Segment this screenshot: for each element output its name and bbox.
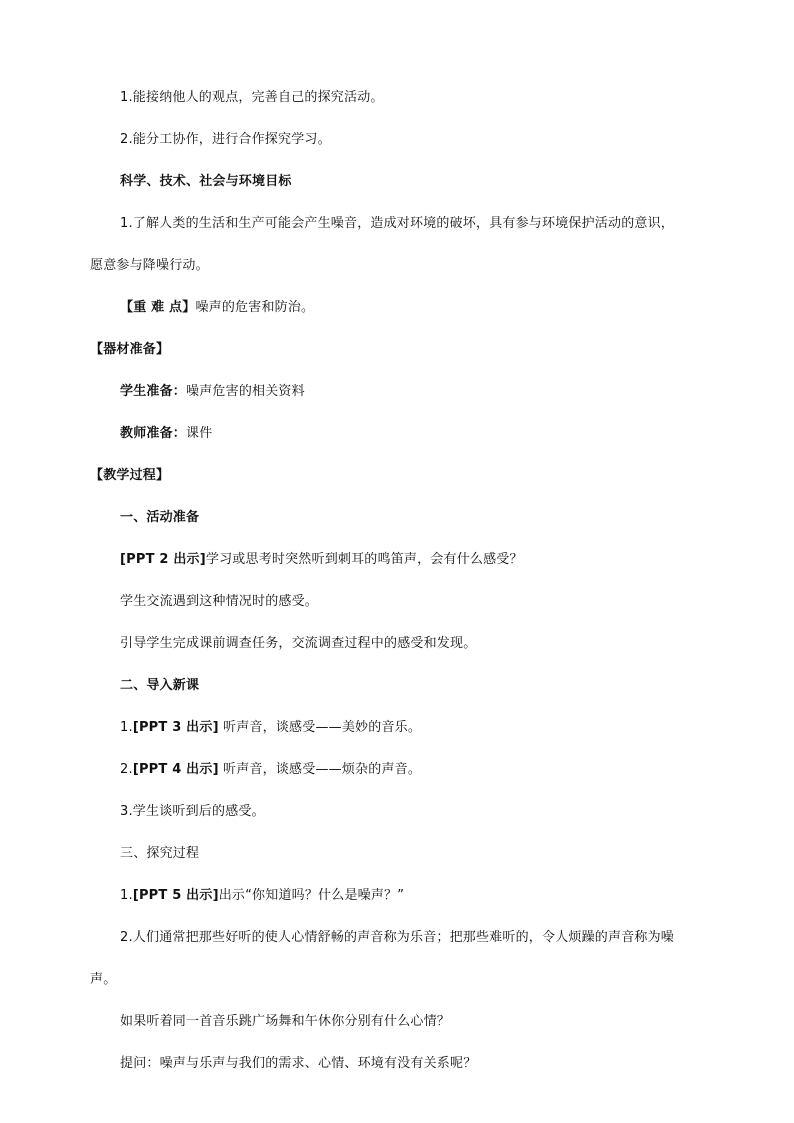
paragraph-goal-1: 1.能接纳他人的观点，完善自己的探究活动。 xyxy=(120,90,384,105)
heading-inquiry-process: 三、探究过程 xyxy=(120,846,200,861)
paragraph-sts-1-continued: 愿意参与降噪行动。 xyxy=(90,258,209,273)
paragraph-question-music: 如果听着同一首音乐跳广场舞和午休你分别有什么心情？ xyxy=(120,1014,451,1029)
teacher-materials xyxy=(120,424,212,444)
ppt5-tag: [PPT 5 出示] xyxy=(132,888,219,903)
student-materials-label: 学生准备： xyxy=(120,384,187,399)
ppt2-text: 学习或思考时突然听到刺耳的鸣笛声，会有什么感受？ xyxy=(205,552,523,567)
ppt2-line xyxy=(120,550,523,570)
ppt4-line: 2.[PPT 4 出示] 听声音，谈感受——烦杂的声音。 xyxy=(120,762,422,777)
heading-materials: 【器材准备】 xyxy=(90,342,170,357)
student-materials xyxy=(120,382,305,402)
ppt3-line: 1.[PPT 3 出示] 听声音，谈感受——美妙的音乐。 xyxy=(120,720,422,735)
ppt4-text: 听声音，谈感受——烦杂的声音。 xyxy=(218,762,422,777)
paragraph-student-feelings: 3.学生谈听到后的感受。 xyxy=(120,804,265,819)
paragraph-noise-definition: 2.人们通常把那些好听的使人心情舒畅的声音称为乐音；把那些难听的，令人烦躁的声音称为噪 xyxy=(120,930,675,945)
student-materials-text: 噪声危害的相关资料 xyxy=(186,384,305,399)
ppt5-line: 1.[PPT 5 出示]出示“你知道吗？什么是噪声？” xyxy=(120,888,405,903)
teacher-materials-label: 教师准备： xyxy=(120,426,187,441)
ppt3-tag: [PPT 3 出示] xyxy=(132,720,219,735)
ppt5-text: 出示“你知道吗？什么是噪声？” xyxy=(218,888,405,903)
key-points xyxy=(120,298,314,318)
paragraph-guide-survey: 引导学生完成课前调查任务，交流调查过程中的感受和发现。 xyxy=(120,636,477,651)
heading-activity-prep: 一、活动准备 xyxy=(120,510,200,525)
ppt2-tag: [PPT 2 出示] xyxy=(120,552,206,567)
paragraph-goal-2: 2.能分工协作，进行合作探究学习。 xyxy=(120,132,331,147)
key-points-label: 【重 难 点】 xyxy=(120,300,196,315)
heading-sts-goals: 科学、技术、社会与环境目标 xyxy=(120,174,292,189)
key-points-text: 噪声的危害和防治。 xyxy=(195,300,315,315)
ppt3-text: 听声音，谈感受——美妙的音乐。 xyxy=(218,720,422,735)
teacher-materials-text: 课件 xyxy=(186,426,213,441)
heading-new-lesson: 二、导入新课 xyxy=(120,678,200,693)
heading-teaching-process: 【教学过程】 xyxy=(90,468,170,483)
ppt4-tag: [PPT 4 出示] xyxy=(132,762,219,777)
paragraph-sts-1: 1.了解人类的生活和生产可能会产生噪音，造成对环境的破坏，具有参与环境保护活动的意识， xyxy=(120,216,675,231)
paragraph-student-exchange: 学生交流遇到这种情况时的感受。 xyxy=(120,594,319,609)
paragraph-question-relationship: 提问：噪声与乐声与我们的需求、心情、环境有没有关系呢？ xyxy=(120,1056,477,1071)
paragraph-noise-definition-continued: 声。 xyxy=(90,972,117,987)
